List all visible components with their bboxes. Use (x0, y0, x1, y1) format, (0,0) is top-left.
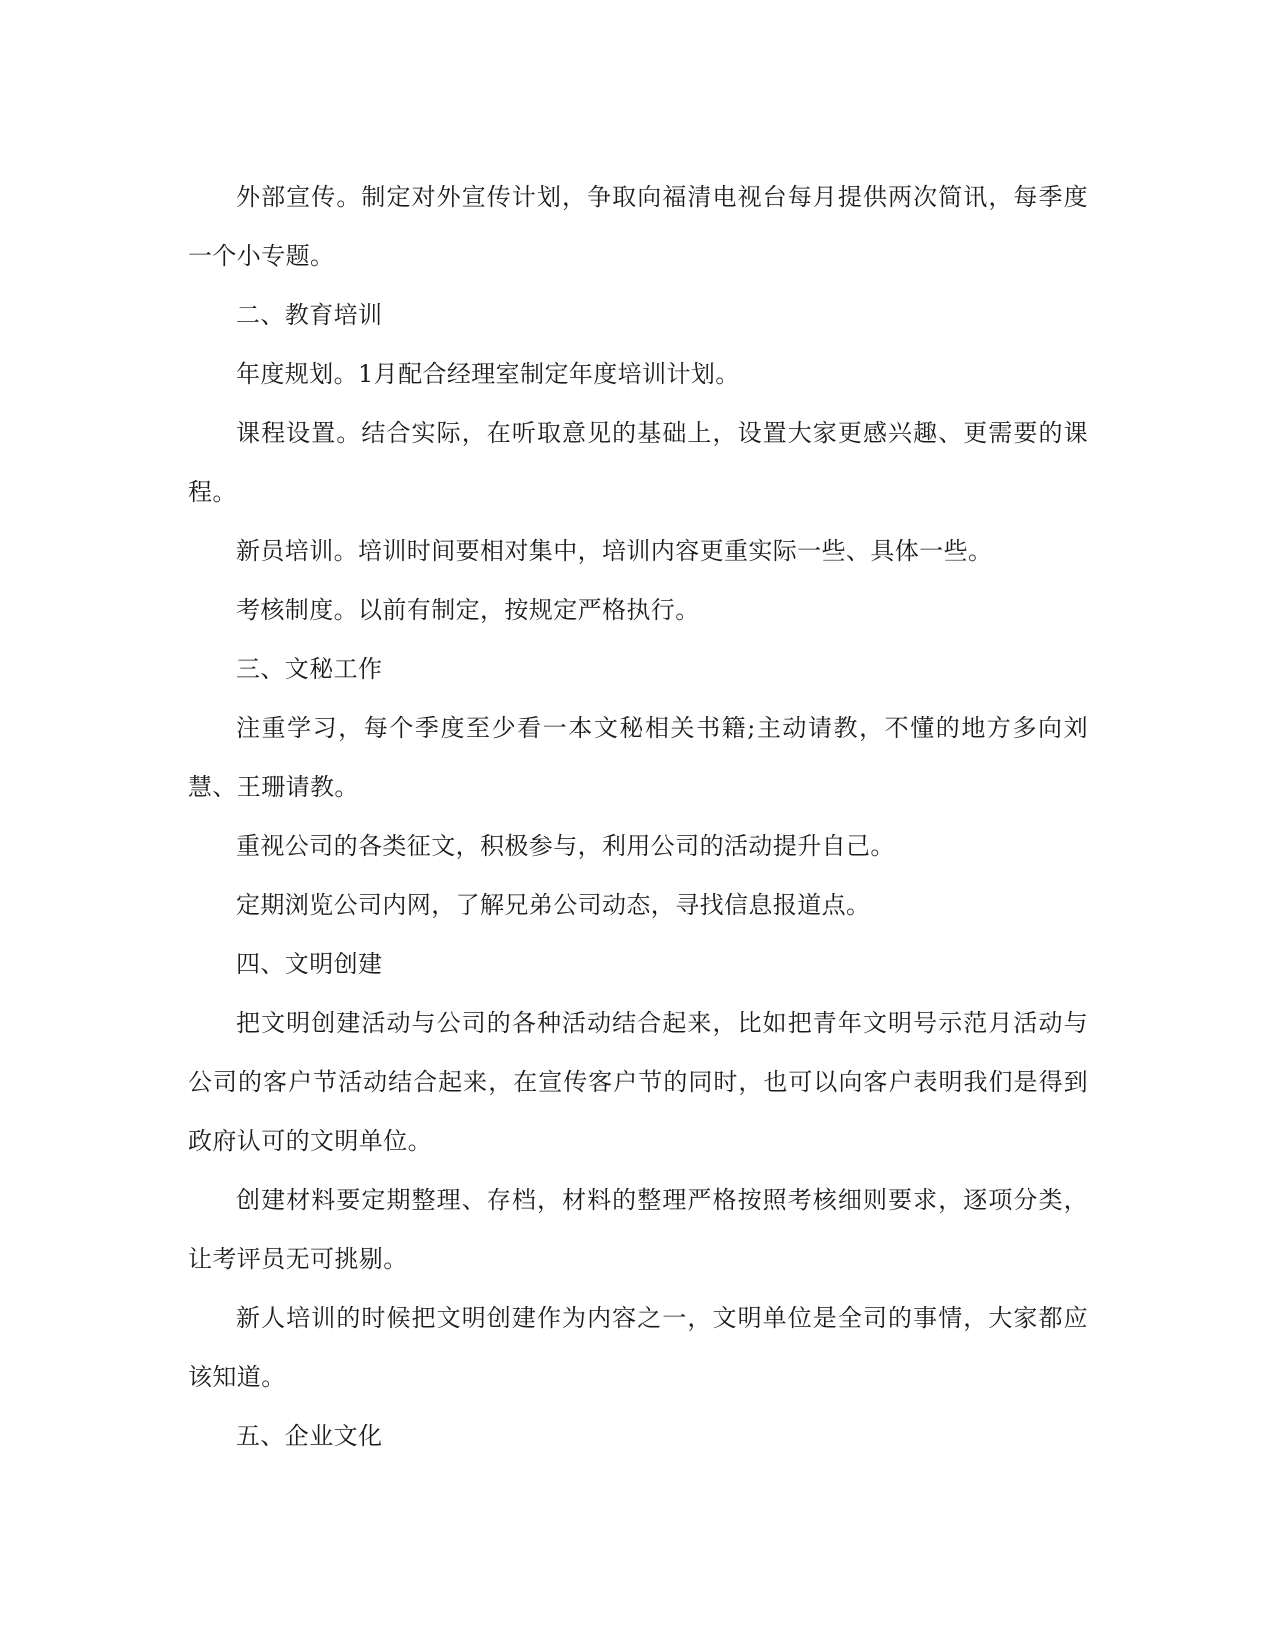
heading-civilization-building: 四、文明创建 (236, 950, 383, 978)
heading-corporate-culture: 五、企业文化 (236, 1422, 383, 1450)
paragraph-essays: 重视公司的各类征文，积极参与，利用公司的活动提升自己。 (236, 832, 895, 860)
heading-education-training: 二、教育培训 (236, 301, 383, 329)
paragraph-new-staff-training: 新员培训。培训时间要相对集中，培训内容更重实际一些、具体一些。 (236, 537, 993, 565)
paragraph-course-setup: 课程设置。结合实际，在听取意见的基础上，设置大家更感兴趣、更需要的课程。 (188, 419, 1088, 506)
paragraph-external-publicity: 外部宣传。制定对外宣传计划，争取向福清电视台每月提供两次简讯，每季度一个小专题。 (188, 183, 1088, 270)
paragraph-annual-plan: 年度规划。1月配合经理室制定年度培训计划。 (236, 360, 740, 388)
paragraph-assessment-system: 考核制度。以前有制定，按规定严格执行。 (236, 596, 700, 624)
paragraph-new-hire-training: 新人培训的时候把文明创建作为内容之一，文明单位是全司的事情，大家都应该知道。 (188, 1304, 1088, 1391)
paragraph-combine-activities: 把文明创建活动与公司的各种活动结合起来，比如把青年文明号示范月活动与公司的客户节活动结合起来，在宣传客户节的同时，也可以向客户表明我们是得到政府认可的文明单位。 (188, 1009, 1088, 1155)
paragraph-materials-archive: 创建材料要定期整理、存档，材料的整理严格按照考核细则要求，逐项分类，让考评员无可挑剔。 (188, 1186, 1088, 1273)
heading-secretarial-work: 三、文秘工作 (236, 655, 383, 683)
paragraph-study: 注重学习，每个季度至少看一本文秘相关书籍;主动请教，不懂的地方多向刘慧、王珊请教。 (188, 714, 1088, 801)
paragraph-intranet: 定期浏览公司内网，了解兄弟公司动态，寻找信息报道点。 (236, 891, 871, 919)
document-body (188, 168, 1088, 1466)
